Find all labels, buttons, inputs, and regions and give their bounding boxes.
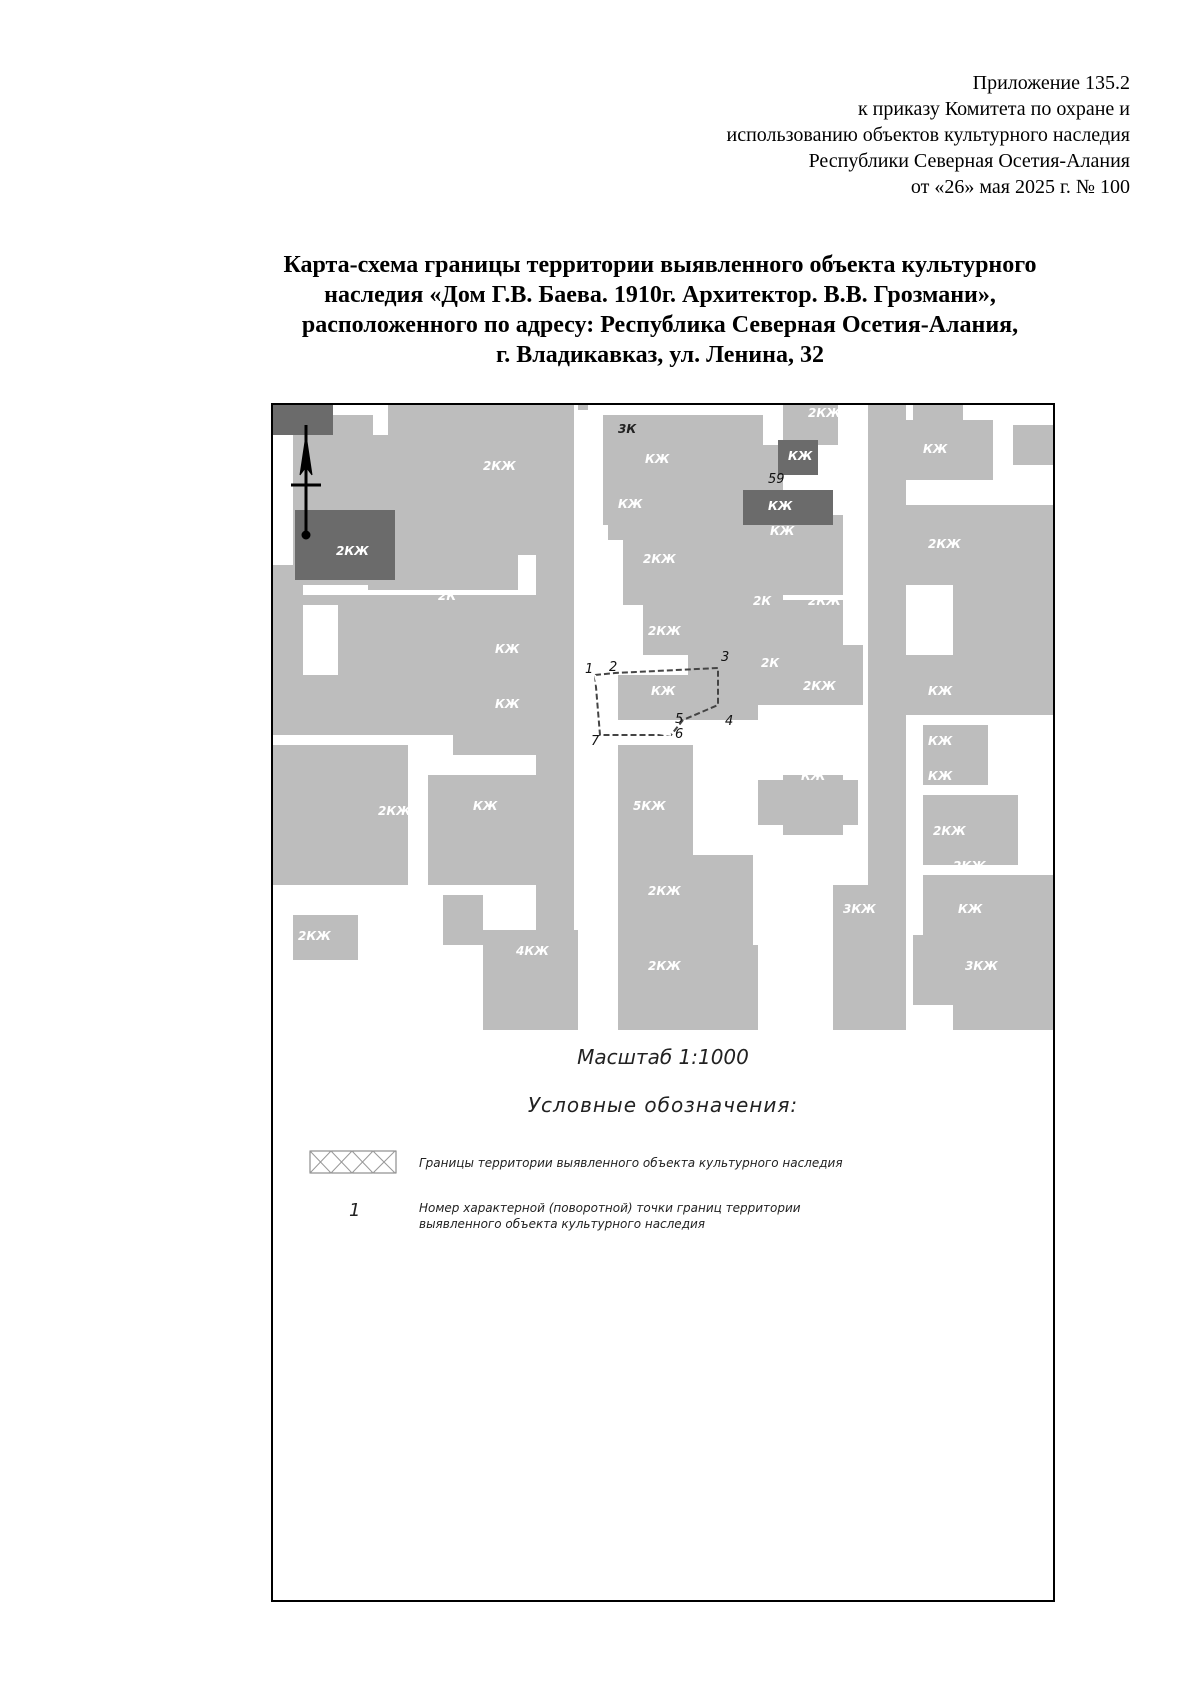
boundary-point-4: 4 bbox=[725, 714, 734, 729]
label-2: КЖ bbox=[645, 452, 670, 466]
map-scale: Масштаб 1:1000 bbox=[577, 1045, 749, 1069]
label-32: 3КЖ bbox=[843, 902, 876, 916]
boundary-point-2: 2 bbox=[609, 660, 618, 675]
label-31: 2КЖ bbox=[648, 959, 681, 973]
boundary-point-5: 5 bbox=[675, 712, 684, 727]
label-20: КЖ bbox=[928, 684, 953, 698]
appendix-committee: использованию объектов культурного наследия bbox=[726, 124, 1130, 146]
appendix-order-ref: к приказу Комитета по охране и bbox=[857, 98, 1130, 120]
label-10: 2К bbox=[438, 589, 457, 603]
label-18: КЖ bbox=[495, 697, 520, 711]
label-27: 2КЖ bbox=[953, 859, 986, 873]
title-line-2: наследия «Дом Г.В. Баева. 1910г. Архитектор. В.В. Грозмани», bbox=[324, 282, 996, 308]
label-7: КЖ bbox=[770, 524, 795, 538]
map-frame bbox=[271, 403, 1055, 1602]
label-8: КЖ bbox=[923, 442, 948, 456]
label-30: 4КЖ bbox=[516, 944, 549, 958]
legend-point-text-line-2: выявленного объекта культурного наследия bbox=[419, 1217, 706, 1231]
appendix-number: Приложение 135.2 bbox=[972, 72, 1130, 94]
boundary-point-1: 1 bbox=[585, 662, 594, 677]
legend-title: Условные обозначения: bbox=[527, 1093, 799, 1117]
label-36: 2КЖ bbox=[808, 406, 841, 420]
title-line-1: Карта-схема границы территории выявленного объекта культурного bbox=[283, 252, 1037, 278]
legend-point bbox=[309, 1200, 1029, 1240]
title-line-4: г. Владикавказ, ул. Ленина, 32 bbox=[496, 342, 824, 368]
label-0: 2КЖ bbox=[336, 544, 369, 558]
label-9: 2КЖ bbox=[928, 537, 961, 551]
label-1: 3К bbox=[618, 422, 637, 436]
label-6: 2КЖ bbox=[643, 552, 676, 566]
label-11: КЖ bbox=[495, 642, 520, 656]
boundary-point-3: 3 bbox=[721, 650, 730, 665]
legend-boundary-text: Границы территории выявленного объекта культурного наследия bbox=[419, 1156, 843, 1170]
boundary-point-7: 7 bbox=[591, 734, 600, 749]
label-3: КЖ bbox=[618, 497, 643, 511]
label-14: 2К bbox=[753, 594, 772, 608]
boundary-point-6: 6 bbox=[675, 727, 684, 742]
legend-point-text bbox=[419, 1200, 979, 1232]
label-13: 2КЖ bbox=[808, 594, 841, 608]
parcel-number: 59 bbox=[768, 472, 785, 487]
label-33: КЖ bbox=[958, 902, 983, 916]
label-26: 2КЖ bbox=[933, 824, 966, 838]
label-22: 2КЖ bbox=[378, 804, 411, 818]
label-19: КЖ bbox=[651, 684, 676, 698]
label-35: КЖ bbox=[928, 769, 953, 783]
label-23: КЖ bbox=[473, 799, 498, 813]
legend-boundary bbox=[309, 1150, 1029, 1180]
boundary-hatch-icon bbox=[309, 1150, 397, 1174]
document-title bbox=[200, 250, 1120, 370]
label-12: 2КЖ bbox=[483, 459, 516, 473]
label-34: 3КЖ bbox=[965, 959, 998, 973]
appendix-header bbox=[430, 70, 1130, 200]
label-4: КЖ bbox=[788, 449, 813, 463]
site-map bbox=[273, 405, 1053, 1030]
label-17: 2КЖ bbox=[803, 679, 836, 693]
label-21: КЖ bbox=[928, 734, 953, 748]
label-28: 2КЖ bbox=[648, 884, 681, 898]
label-29: 2КЖ bbox=[298, 929, 331, 943]
label-25: КЖ bbox=[801, 769, 826, 783]
legend-point-text-line-1: Номер характерной (поворотной) точки границ территории bbox=[419, 1201, 801, 1215]
appendix-date: от «26» мая 2025 г. № 100 bbox=[910, 176, 1130, 198]
label-24: 5КЖ bbox=[633, 799, 666, 813]
label-16: 2К bbox=[761, 656, 780, 670]
appendix-republic: Республики Северная Осетия-Алания bbox=[808, 150, 1130, 172]
label-15: 2КЖ bbox=[648, 624, 681, 638]
point-number-symbol: 1 bbox=[349, 1200, 361, 1221]
label-5: КЖ bbox=[768, 499, 793, 513]
title-line-3: расположенного по адресу: Республика Северная Осетия-Алания, bbox=[301, 312, 1019, 338]
